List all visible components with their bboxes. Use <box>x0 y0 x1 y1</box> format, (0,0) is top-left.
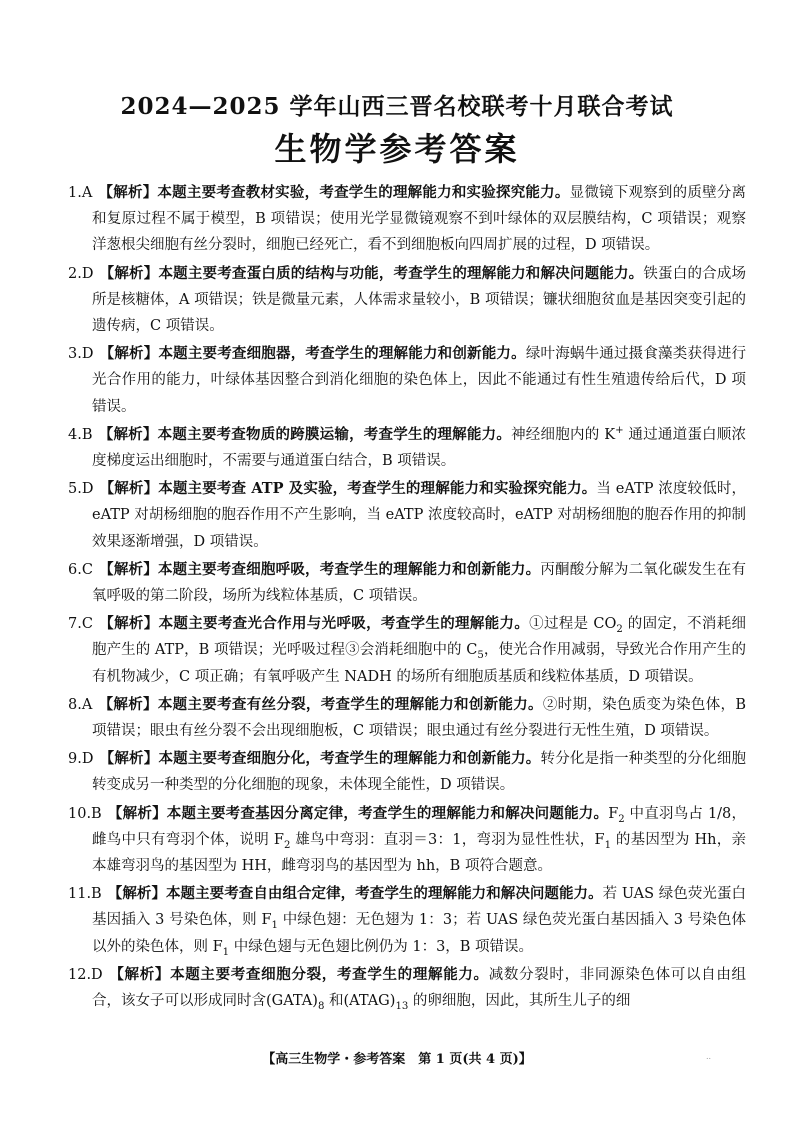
answer-item-9: 9.D 【解析】本题主要考查细胞分化，考查学生的理解能力和创新能力。转分化是指一种类型的分化细胞转变成另一种类型的分化细胞的现象，未体现全能性，D 项错误。 <box>68 750 747 794</box>
answer-list <box>68 180 746 1016</box>
document-title: 生物学参考答案 <box>274 130 520 168</box>
answer-item-7: 7.C 【解析】本题主要考查光合作用与光呼吸，考查学生的理解能力。①过程是 $CO_2$ 的固定，不消耗细胞产生的 ATP，B 项错误；光呼吸过程③会消耗细胞中的 $C_5$，使光合作用减弱，导致光合作用产生的有机物减少，C 项正确；有氧呼吸产生 NADH 的场所有细胞质基质和线粒体基质，D 项错误。 <box>68 615 747 685</box>
answer-item-1: 1.A 【解析】本题主要考查教材实验，考查学生的理解能力和实验探究能力。显微镜下观察到的质壁分离和复原过程不属于模型，B 项错误；使用光学显微镜观察不到叶绿体的双层膜结构，C 项错误；观察洋葱根尖细胞有丝分裂时，细胞已经死亡，看不到细胞板向四周扩展的过程，D 项错误。 <box>68 184 747 254</box>
exam-title: 2024—2025 学年山西三晋名校联考十月联合考试 <box>120 93 674 120</box>
scan-mark: .. <box>706 1052 712 1061</box>
answer-item-6: 6.C 【解析】本题主要考查细胞呼吸，考查学生的理解能力和创新能力。丙酮酸分解为二氧化碳发生在有氧呼吸的第二阶段，场所为线粒体基质，C 项错误。 <box>68 560 747 605</box>
answer-item-12: 12.D 【解析】本题主要考查细胞分裂，考查学生的理解能力。减数分裂时，非同源染色体可以自由组合，该女子可以形成同时含$(GATA)_8$ 和$(ATAG)_{13}$ 的卵细胞，因此，其所生儿子的细 <box>68 965 747 1012</box>
answer-item-11: 11.B 【解析】本题主要考查自由组合定律，考查学生的理解能力和解决问题能力。若 UAS 绿色荧光蛋白基因插入 3 号染色体，则 $F_1$ 中绿色翅：无色翅为 1：3；若 UAS 绿色荧光蛋白基因插入 3 号染色体以外的染色体，则 $F_1$ 中绿色翅与无色翅比例仍为 1：3，B 项错误。 <box>68 885 746 958</box>
answer-item-10: 10.B 【解析】本题主要考查基因分离定律，考查学生的理解能力和解决问题能力。$F_2$ 中直羽鸟占 1/8，雌鸟中只有弯羽个体，说明 $F_2$ 雄鸟中弯羽：直羽＝3：1，弯羽为显性性状，$F_1$ 的基因型为 Hh，亲本雄弯羽鸟的基因型为 HH，雌弯羽鸟的基因型为 hh，B 项符合题意。 <box>68 804 747 875</box>
answer-item-3: 3.D 【解析】本题主要考查细胞器，考查学生的理解能力和创新能力。绿叶海蜗牛通过摄食藻类获得进行光合作用的能力，叶绿体基因整合到消化细胞的染色体上，因此不能通过有性生殖遗传给后代，D 项错误。 <box>68 345 747 415</box>
answer-item-5: 5.D 【解析】本题主要考查 ATP 及实验，考查学生的理解能力和实验探究能力。当 eATP 浓度较低时，eATP 对胡杨细胞的胞吞作用不产生影响，当 eATP 浓度较高时，eATP 对胡杨细胞的胞吞作用的抑制效果逐渐增强，D 项错误。 <box>68 480 747 550</box>
answer-item-2: 2.D 【解析】本题主要考查蛋白质的结构与功能，考查学生的理解能力和解决问题能力。铁蛋白的合成场所是核糖体，A 项错误；铁是微量元素，人体需求量较小，B 项错误；镰状细胞贫血是基因突变引起的遗传病，C 项错误。 <box>68 264 747 335</box>
page-footer: 【高三生物学・参考答案 第 1 页(共 4 页)】 <box>262 1052 532 1067</box>
answer-item-4: 4.B 【解析】本题主要考查物质的跨膜运输，考查学生的理解能力。神经细胞内的 K+ 通过通道蛋白顺浓度梯度运出细胞时，不需要与通道蛋白结合，B 项错误。 <box>68 425 747 470</box>
answer-item-8: 8.A 【解析】本题主要考查有丝分裂，考查学生的理解能力和创新能力。②时期，染色质变为染色体，B 项错误；眼虫有丝分裂不会出现细胞板，C 项错误；眼虫通过有丝分裂进行无性生殖，D 项错误。 <box>68 695 747 740</box>
